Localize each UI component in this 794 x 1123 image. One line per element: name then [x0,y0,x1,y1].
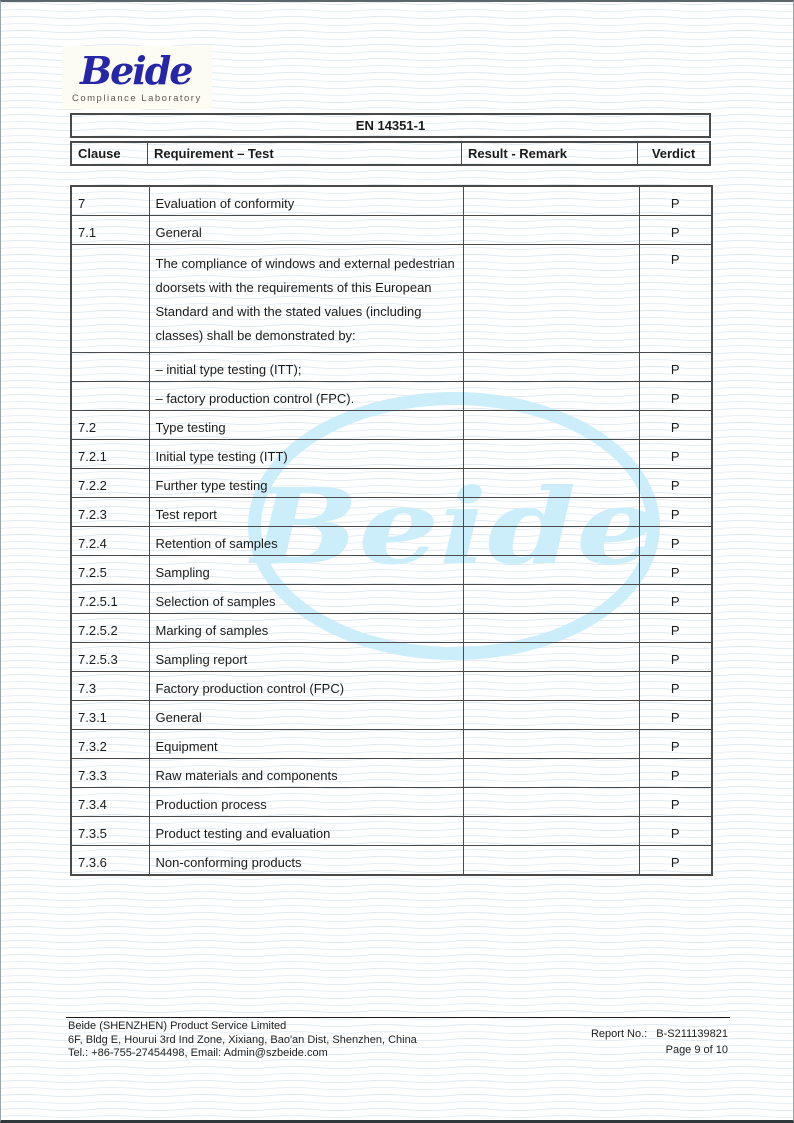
requirement-cell: Raw materials and components [149,759,463,788]
logo-subtitle: Compliance Laboratory [72,93,202,104]
clause-cell: 7.3.5 [71,817,149,846]
clause-cell [71,245,149,353]
requirement-cell: Evaluation of conformity [149,186,463,216]
table-row [71,614,712,643]
verdict-cell: P [639,245,712,353]
table-row [71,585,712,614]
result-cell [463,614,639,643]
clause-cell: 7.2.5.3 [71,643,149,672]
footer-report-block [591,1026,728,1058]
result-cell [463,730,639,759]
footer-divider [66,1017,730,1018]
column-header-verdict: Verdict [651,146,696,161]
table-row [71,701,712,730]
verdict-cell: P [639,730,712,759]
clause-cell [71,382,149,411]
clause-cell: 7.2.5 [71,556,149,585]
verdict-cell: P [639,469,712,498]
verdict-cell: P [639,556,712,585]
verdict-cell: P [639,643,712,672]
requirements-table [70,185,713,876]
verdict-cell: P [639,585,712,614]
clause-cell: 7.2.3 [71,498,149,527]
clause-cell: 7.3.1 [71,701,149,730]
standard-title: EN 14351-1 [70,113,711,138]
requirement-cell: Marking of samples [149,614,463,643]
result-cell [463,498,639,527]
table-row [71,556,712,585]
result-cell [463,672,639,701]
requirement-cell: Product testing and evaluation [149,817,463,846]
column-header-result: Result - Remark [462,143,638,164]
result-cell [463,846,639,876]
result-cell [463,701,639,730]
requirement-cell: Equipment [149,730,463,759]
requirement-cell: – initial type testing (ITT); [149,353,463,382]
footer-address: 6F, Bldg E, Hourui 3rd Ind Zone, Xixiang, Bao'an Dist, Shenzhen, China [68,1033,417,1046]
verdict-cell: P [639,846,712,876]
requirement-cell: Test report [149,498,463,527]
requirement-cell: – factory production control (FPC). [149,382,463,411]
clause-cell: 7.2.4 [71,527,149,556]
clause-cell: 7.3.4 [71,788,149,817]
requirement-cell: Further type testing [149,469,463,498]
footer-contact: Tel.: +86-755-27454498, Email: Admin@szbeide.com [68,1047,328,1059]
clause-cell: 7.3.6 [71,846,149,876]
result-cell [463,440,639,469]
requirement-cell: Initial type testing (ITT) [149,440,463,469]
footer-page-number: Page 9 of 10 [665,1044,728,1056]
clause-cell: 7.2.1 [71,440,149,469]
requirement-cell: General [149,701,463,730]
watermark-text: Beide [251,464,657,588]
requirement-cell: General [149,216,463,245]
table-row [71,216,712,245]
verdict-cell: P [639,788,712,817]
verdict-cell: P [639,527,712,556]
verdict-cell: P [639,440,712,469]
table-row [71,353,712,382]
result-cell [463,817,639,846]
requirement-cell: Selection of samples [149,585,463,614]
report-no-label: Report No.: [590,1028,648,1040]
verdict-cell: P [639,382,712,411]
footer-company-block [68,1020,417,1061]
footer-report-no [591,1026,728,1042]
verdict-cell: P [639,411,712,440]
requirement-cell: Non-conforming products [149,846,463,876]
table-row [71,759,712,788]
result-cell [463,759,639,788]
result-cell [463,245,639,353]
table-row [71,186,712,216]
clause-cell: 7 [71,186,149,216]
verdict-cell: P [639,614,712,643]
result-cell [463,411,639,440]
result-cell [463,527,639,556]
table-row [71,440,712,469]
requirement-cell: Type testing [149,411,463,440]
table-row [71,245,712,353]
table-row [71,469,712,498]
verdict-cell: P [639,701,712,730]
result-cell [463,353,639,382]
table-row [71,817,712,846]
table-row [71,382,712,411]
clause-cell: 7.2 [71,411,149,440]
result-cell [463,469,639,498]
clause-cell: 7.2.5.1 [71,585,149,614]
result-cell [463,585,639,614]
table-row [71,498,712,527]
requirement-cell: Sampling report [149,643,463,672]
report-no-value: B-S211139821 [656,1028,728,1040]
result-cell [463,216,639,245]
clause-cell: 7.2.5.2 [71,614,149,643]
table-row [71,730,712,759]
requirement-cell: Retention of samples [149,527,463,556]
requirement-cell: Sampling [149,556,463,585]
verdict-cell: P [639,817,712,846]
clause-cell: 7.3 [71,672,149,701]
verdict-cell: P [639,759,712,788]
logo-wordmark: Beide [80,48,192,93]
result-cell [463,643,639,672]
footer-company: Beide (SHENZHEN) Product Service Limited [68,1020,287,1032]
column-header-requirement: Requirement – Test [148,143,462,164]
table-row [71,643,712,672]
clause-cell: 7.3.2 [71,730,149,759]
result-cell [463,788,639,817]
clause-cell: 7.2.2 [71,469,149,498]
table-row [71,527,712,556]
table-row [71,846,712,876]
result-cell [463,186,639,216]
table-row [71,672,712,701]
brand-logo [62,46,212,109]
requirement-cell: The compliance of windows and external pedestrian doorsets with the requirements of this European Standard and with the stated values (including classes) shall be demonstrated by: [149,245,463,353]
table-row [71,411,712,440]
table-row [71,788,712,817]
clause-cell: 7.1 [71,216,149,245]
column-header-clause: Clause [72,143,148,164]
requirement-cell: Production process [149,788,463,817]
result-cell [463,556,639,585]
clause-cell: 7.3.3 [71,759,149,788]
result-cell [463,382,639,411]
verdict-cell: P [639,498,712,527]
verdict-cell: P [639,216,712,245]
verdict-cell: P [639,672,712,701]
requirement-cell: Factory production control (FPC) [149,672,463,701]
table-column-headers [70,141,711,166]
verdict-cell: P [639,353,712,382]
verdict-cell: P [639,186,712,216]
clause-cell [71,353,149,382]
